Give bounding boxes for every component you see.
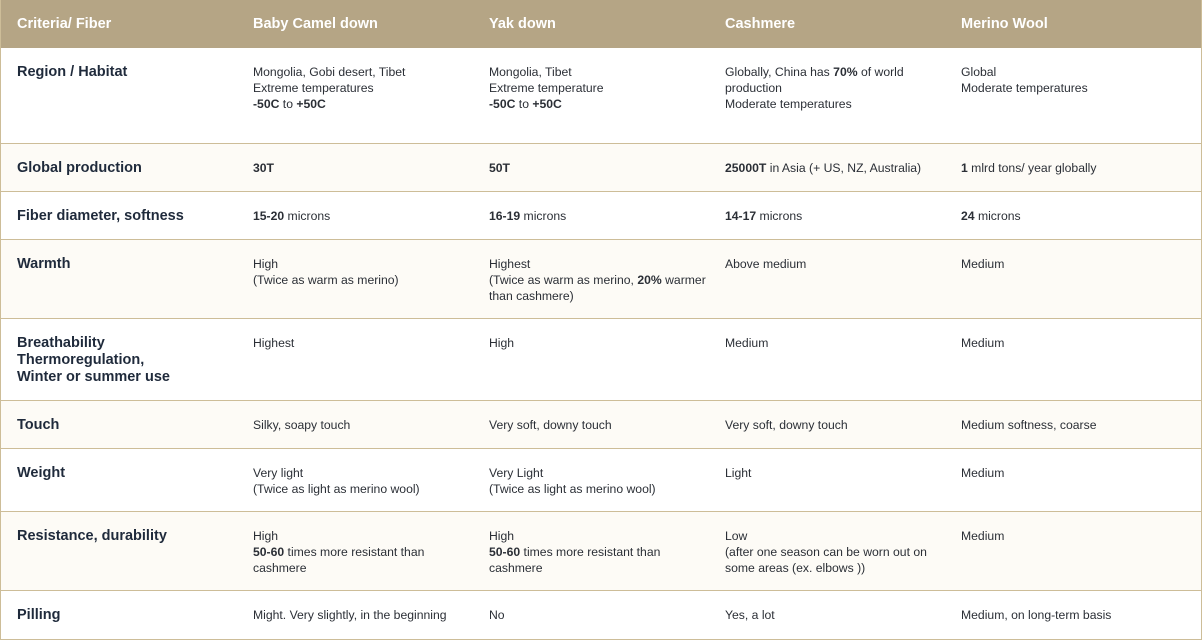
cell-line xyxy=(961,528,1202,544)
cell-text: mlrd tons/ year globally xyxy=(967,160,1097,175)
highlight-value: 50T xyxy=(489,160,511,175)
criteria-cell xyxy=(1,239,237,318)
cell-text: in Asia (+ US, NZ, Australia) xyxy=(766,160,922,175)
cell-text: (Twice as warm as merino, xyxy=(489,272,638,287)
cell-line xyxy=(253,465,473,481)
value-cell-baby-camel-down xyxy=(237,239,473,318)
cell-text: Highest xyxy=(253,335,295,350)
cell-line xyxy=(489,607,709,623)
cell-line xyxy=(961,335,1202,351)
cell-line xyxy=(725,335,945,351)
cell-line xyxy=(961,256,1202,272)
cell-line xyxy=(489,208,709,224)
cell-line xyxy=(489,544,709,576)
highlight-value: 14-17 xyxy=(725,208,757,223)
table-row xyxy=(1,191,1202,239)
value-cell-baby-camel-down xyxy=(237,143,473,191)
cell-text: microns xyxy=(974,208,1021,223)
cell-line xyxy=(961,64,1202,80)
cell-text: Highest xyxy=(489,256,531,271)
cell-line xyxy=(253,272,473,288)
criteria-cell xyxy=(1,191,237,239)
value-cell-yak-down xyxy=(473,48,709,143)
cell-line xyxy=(253,64,473,80)
table-row xyxy=(1,590,1202,639)
value-cell-baby-camel-down xyxy=(237,191,473,239)
value-cell-merino-wool xyxy=(945,191,1202,239)
cell-text: High xyxy=(489,335,515,350)
cell-text: microns xyxy=(520,208,567,223)
value-cell-merino-wool xyxy=(945,48,1202,143)
criteria-cell xyxy=(1,400,237,448)
cell-line xyxy=(489,335,709,351)
cell-text: Low xyxy=(725,528,748,543)
criteria-cell xyxy=(1,143,237,191)
value-cell-cashmere xyxy=(709,590,945,639)
criteria-label: Region / Habitat xyxy=(17,64,128,80)
header-yak-down: Yak down xyxy=(489,16,556,32)
highlight-value: -50C xyxy=(253,97,280,111)
value-cell-merino-wool xyxy=(945,590,1202,639)
criteria-cell xyxy=(1,48,237,143)
criteria-label: Thermoregulation, xyxy=(17,351,145,368)
criteria-cell xyxy=(1,448,237,511)
cell-line xyxy=(725,544,945,576)
cell-text: to xyxy=(515,97,533,111)
value-cell-cashmere xyxy=(709,400,945,448)
value-cell-cashmere xyxy=(709,191,945,239)
cell-text: microns xyxy=(284,208,331,223)
value-cell-merino-wool xyxy=(945,511,1202,590)
value-cell-cashmere xyxy=(709,48,945,143)
value-cell-yak-down xyxy=(473,239,709,318)
cell-text: Very light xyxy=(253,465,304,480)
highlight-value: 50-60 xyxy=(253,544,285,559)
cell-line xyxy=(725,160,945,176)
cell-line xyxy=(725,256,945,272)
cell-line xyxy=(961,208,1202,224)
table-row xyxy=(1,511,1202,590)
highlight-value: +50C xyxy=(296,97,326,111)
criteria-label: Warmth xyxy=(17,255,71,272)
cell-line xyxy=(725,528,945,544)
cell-line xyxy=(253,607,473,623)
cell-text: Moderate temperatures xyxy=(725,97,852,111)
table-row xyxy=(1,239,1202,318)
cell-text: Yes, a lot xyxy=(725,607,775,622)
cell-text: Mongolia, Gobi desert, Tibet xyxy=(253,65,406,79)
cell-line xyxy=(253,528,473,544)
value-cell-yak-down xyxy=(473,400,709,448)
cell-line xyxy=(253,417,473,433)
value-cell-merino-wool xyxy=(945,400,1202,448)
cell-text: Medium xyxy=(725,335,769,350)
value-cell-yak-down xyxy=(473,590,709,639)
cell-text: Very Light xyxy=(489,465,544,480)
cell-text: Extreme temperature xyxy=(489,81,604,95)
value-cell-baby-camel-down xyxy=(237,318,473,400)
cell-text: of world production xyxy=(725,65,904,95)
cell-line xyxy=(253,208,473,224)
highlight-value: 15-20 xyxy=(253,208,285,223)
cell-text: Silky, soapy touch xyxy=(253,417,351,432)
value-cell-cashmere xyxy=(709,318,945,400)
table-body xyxy=(1,48,1202,639)
value-cell-baby-camel-down xyxy=(237,48,473,143)
value-cell-yak-down xyxy=(473,191,709,239)
cell-line xyxy=(961,465,1202,481)
cell-text: Very soft, downy touch xyxy=(489,417,612,432)
criteria-label: Breathability xyxy=(17,334,105,351)
header-baby-camel-down: Baby Camel down xyxy=(253,16,378,32)
table-header-row xyxy=(1,0,1202,48)
cell-line xyxy=(253,481,473,497)
criteria-label: Resistance, durability xyxy=(17,527,167,544)
header-criteria: Criteria/ Fiber xyxy=(17,16,112,32)
table-row xyxy=(1,318,1202,400)
cell-line xyxy=(253,544,473,576)
cell-text: Above medium xyxy=(725,256,807,271)
value-cell-baby-camel-down xyxy=(237,448,473,511)
cell-text: Very soft, downy touch xyxy=(725,417,848,432)
cell-line xyxy=(253,335,473,351)
cell-text: (Twice as light as merino wool) xyxy=(253,481,420,496)
cell-text: Globally, China has xyxy=(725,65,834,79)
highlight-value: 50-60 xyxy=(489,544,521,559)
cell-text: Mongolia, Tibet xyxy=(489,65,572,79)
value-cell-yak-down xyxy=(473,143,709,191)
cell-line xyxy=(489,272,709,304)
highlight-value: 16-19 xyxy=(489,208,521,223)
cell-text: (Twice as warm as merino) xyxy=(253,272,399,287)
cell-text: Medium xyxy=(961,256,1005,271)
cell-text: High xyxy=(489,528,515,543)
value-cell-merino-wool xyxy=(945,448,1202,511)
cell-line xyxy=(725,417,945,433)
highlight-value: 25000T xyxy=(725,160,767,175)
criteria-cell xyxy=(1,318,237,400)
cell-line xyxy=(961,160,1202,176)
table-row xyxy=(1,448,1202,511)
value-cell-baby-camel-down xyxy=(237,400,473,448)
cell-line xyxy=(489,417,709,433)
criteria-label: Fiber diameter, softness xyxy=(17,207,184,224)
highlight-value: 30T xyxy=(253,160,275,175)
cell-line xyxy=(489,481,709,497)
value-cell-cashmere xyxy=(709,511,945,590)
value-cell-yak-down xyxy=(473,448,709,511)
highlight-value: 70% xyxy=(833,65,858,79)
cell-line xyxy=(725,607,945,623)
value-cell-merino-wool xyxy=(945,143,1202,191)
header-merino-wool: Merino Wool xyxy=(961,16,1048,32)
cell-text: times more resistant than cashmere xyxy=(253,544,425,575)
highlight-value: 24 xyxy=(961,208,975,223)
value-cell-baby-camel-down xyxy=(237,590,473,639)
cell-text: High xyxy=(253,528,279,543)
value-cell-yak-down xyxy=(473,511,709,590)
cell-text: Medium softness, coarse xyxy=(961,417,1097,432)
cell-text: times more resistant than cashmere xyxy=(489,544,661,575)
criteria-label: Global production xyxy=(17,159,142,176)
table-row xyxy=(1,48,1202,143)
highlight-value: 20% xyxy=(637,272,662,287)
cell-line xyxy=(961,80,1202,96)
value-cell-yak-down xyxy=(473,318,709,400)
value-cell-merino-wool xyxy=(945,318,1202,400)
cell-line xyxy=(489,80,709,96)
cell-text: Moderate temperatures xyxy=(961,81,1088,95)
fiber-comparison-table xyxy=(1,0,1202,640)
cell-line xyxy=(253,96,473,112)
header-cashmere: Cashmere xyxy=(725,16,796,32)
criteria-label: Weight xyxy=(17,464,66,481)
cell-text: Might. Very slightly, in the beginning xyxy=(253,607,447,622)
cell-line xyxy=(489,465,709,481)
cell-text: Medium xyxy=(961,528,1005,543)
highlight-value: 1 xyxy=(961,160,968,175)
cell-line xyxy=(253,80,473,96)
criteria-label: Pilling xyxy=(17,606,61,623)
cell-text: to xyxy=(279,97,297,111)
cell-line xyxy=(489,96,709,112)
cell-text: No xyxy=(489,607,505,622)
cell-line xyxy=(725,208,945,224)
cell-text: Medium xyxy=(961,335,1005,350)
value-cell-cashmere xyxy=(709,143,945,191)
criteria-label: Touch xyxy=(17,416,60,433)
cell-text: microns xyxy=(756,208,803,223)
cell-text: Extreme temperatures xyxy=(253,81,374,95)
table-row xyxy=(1,400,1202,448)
cell-text: High xyxy=(253,256,279,271)
cell-line xyxy=(725,64,945,96)
value-cell-merino-wool xyxy=(945,239,1202,318)
cell-line xyxy=(253,256,473,272)
cell-text: warmer than cashmere) xyxy=(489,272,706,303)
cell-text: Medium, on long-term basis xyxy=(961,607,1112,622)
criteria-cell xyxy=(1,590,237,639)
cell-line xyxy=(725,96,945,112)
cell-line xyxy=(489,64,709,80)
highlight-value: +50C xyxy=(532,97,562,111)
value-cell-cashmere xyxy=(709,448,945,511)
cell-line xyxy=(489,528,709,544)
cell-line xyxy=(961,607,1202,623)
table-row xyxy=(1,143,1202,191)
highlight-value: -50C xyxy=(489,97,516,111)
cell-text: (after one season can be worn out on some areas (ex. elbows )) xyxy=(725,544,927,575)
cell-line xyxy=(489,256,709,272)
criteria-cell xyxy=(1,511,237,590)
cell-line xyxy=(253,160,473,176)
cell-text: Light xyxy=(725,465,752,480)
cell-text: Medium xyxy=(961,465,1005,480)
criteria-label: Winter or summer use xyxy=(17,368,170,385)
value-cell-baby-camel-down xyxy=(237,511,473,590)
cell-text: Global xyxy=(961,65,997,79)
cell-line xyxy=(725,465,945,481)
cell-line xyxy=(489,160,709,176)
cell-text: (Twice as light as merino wool) xyxy=(489,481,656,496)
value-cell-cashmere xyxy=(709,239,945,318)
cell-line xyxy=(961,417,1202,433)
